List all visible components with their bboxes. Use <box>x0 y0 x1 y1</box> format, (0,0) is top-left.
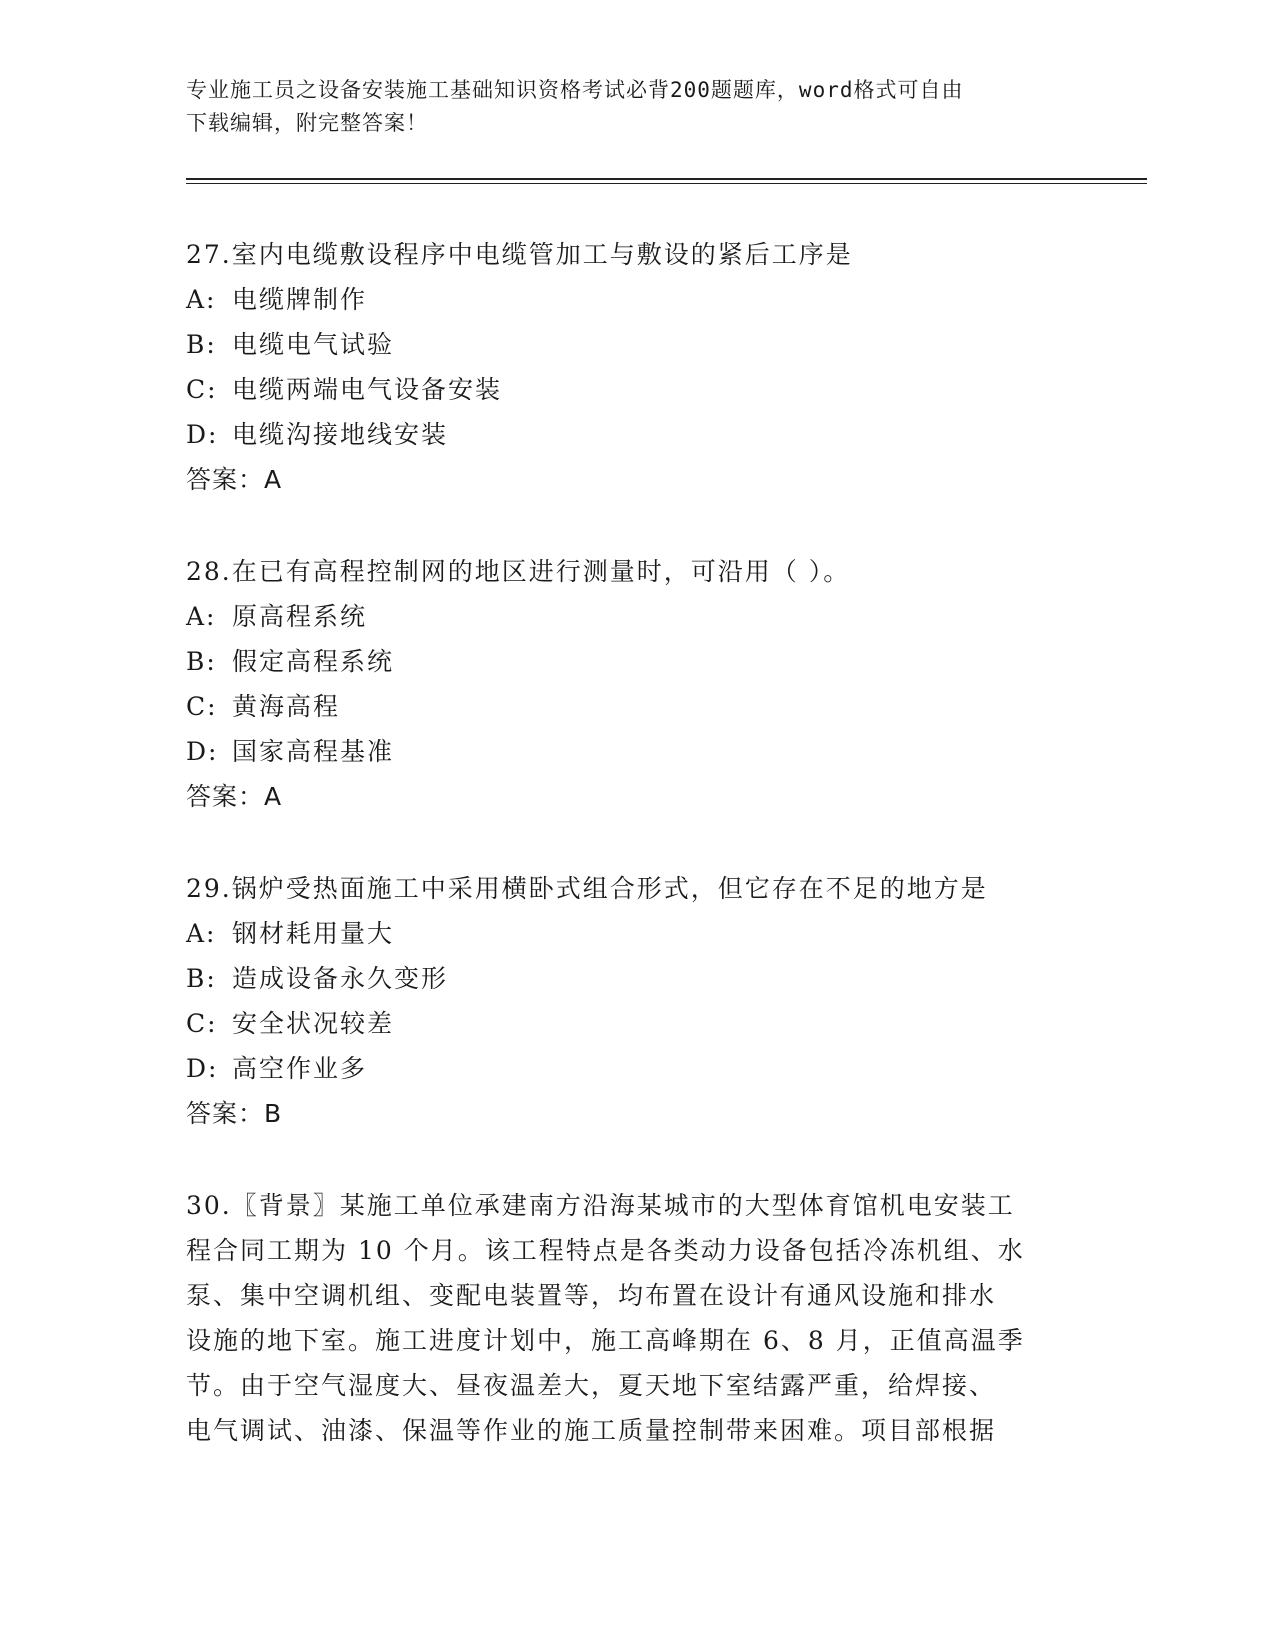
answer-line: 答案：B <box>186 1099 283 1128</box>
option-text: 电缆沟接地线安装 <box>232 420 449 449</box>
option-d <box>186 729 1086 774</box>
header-divider-thin <box>186 183 1147 184</box>
option-text: 造成设备永久变形 <box>232 964 449 993</box>
paragraph-line: 节。由于空气湿度大、昼夜温差大，夏天地下室结露严重，给焊接、 <box>186 1371 997 1400</box>
option-c <box>186 684 1086 729</box>
question-28 <box>186 549 1086 819</box>
answer-line: 答案：A <box>186 782 283 811</box>
document-header <box>186 74 1066 140</box>
header-divider-thick <box>186 178 1147 180</box>
header-line-1: 专业施工员之设备安装施工基础知识资格考试必背200题题库，word格式可自由 <box>186 78 964 102</box>
option-text: 国家高程基准 <box>232 737 395 766</box>
option-text: 钢材耗用量大 <box>232 919 395 948</box>
option-letter: A: <box>186 285 217 314</box>
option-b <box>186 322 1086 367</box>
option-text: 黄海高程 <box>232 692 341 721</box>
question-29 <box>186 866 1086 1136</box>
option-text: 电缆两端电气设备安装 <box>232 375 503 404</box>
option-d <box>186 1046 1086 1091</box>
option-c <box>186 367 1086 412</box>
option-letter: B: <box>186 330 217 359</box>
question-27 <box>186 232 1086 502</box>
paragraph-line: 程合同工期为 10 个月。该工程特点是各类动力设备包括冷冻机组、水 <box>186 1236 1025 1265</box>
option-letter: A: <box>186 919 217 948</box>
option-a <box>186 911 1086 956</box>
option-text: 高空作业多 <box>232 1054 368 1083</box>
option-letter: A: <box>186 602 217 631</box>
option-letter: D: <box>186 737 219 766</box>
option-text: 电缆电气试验 <box>232 330 395 359</box>
option-letter: D: <box>186 420 219 449</box>
question-stem: 28.在已有高程控制网的地区进行测量时，可沿用（ ）。 <box>186 557 851 586</box>
paragraph-line: 泵、集中空调机组、变配电装置等，均布置在设计有通风设施和排水 <box>186 1281 997 1310</box>
question-stem: 29.锅炉受热面施工中采用横卧式组合形式，但它存在不足的地方是 <box>186 874 988 903</box>
option-d <box>186 412 1086 457</box>
paragraph-line: 30.〖背景〗某施工单位承建南方沿海某城市的大型体育馆机电安装工 <box>186 1191 1015 1220</box>
option-text: 假定高程系统 <box>232 647 395 676</box>
option-letter: B: <box>186 647 217 676</box>
option-letter: C: <box>186 375 218 404</box>
option-letter: D: <box>186 1054 219 1083</box>
question-stem: 27.室内电缆敷设程序中电缆管加工与敷设的紧后工序是 <box>186 240 853 269</box>
answer-line: 答案：A <box>186 465 283 494</box>
paragraph-line: 设施的地下室。施工进度计划中，施工高峰期在 6、8 月，正值高温季 <box>186 1326 1025 1355</box>
option-b <box>186 956 1086 1001</box>
option-text: 安全状况较差 <box>232 1009 395 1038</box>
option-a <box>186 277 1086 322</box>
option-b <box>186 639 1086 684</box>
option-letter: C: <box>186 692 218 721</box>
option-c <box>186 1001 1086 1046</box>
option-text: 电缆牌制作 <box>232 285 368 314</box>
option-letter: C: <box>186 1009 218 1038</box>
question-30 <box>186 1183 1066 1453</box>
header-line-2: 下载编辑，附完整答案！ <box>186 111 428 135</box>
option-text: 原高程系统 <box>232 602 368 631</box>
option-letter: B: <box>186 964 217 993</box>
option-a <box>186 594 1086 639</box>
paragraph-line: 电气调试、油漆、保温等作业的施工质量控制带来困难。项目部根据 <box>186 1416 997 1445</box>
